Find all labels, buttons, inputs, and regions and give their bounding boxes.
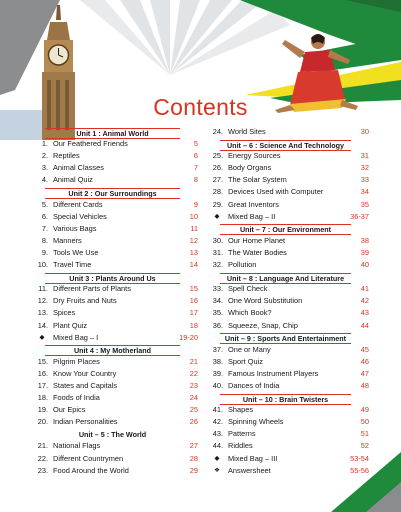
contents-entry (30, 332, 198, 344)
entry-page-number: 52 (360, 441, 369, 451)
unit-heading-box (45, 188, 180, 199)
page-title: Contents (153, 94, 248, 120)
entry-title: Plant Quiz (53, 320, 88, 330)
contents-entry (30, 223, 198, 235)
entry-page-number: 53-54 (350, 453, 369, 463)
entry-number: 32. (212, 260, 223, 270)
entry-page-number: 9 (193, 199, 198, 209)
contents-entry (30, 307, 198, 319)
contents-entry (30, 465, 198, 477)
entry-page-number: 31 (360, 151, 369, 161)
contents-entry (205, 174, 369, 186)
entry-number: 33. (212, 284, 223, 294)
entry-page-number: 6 (193, 151, 198, 161)
entry-number: 14. (37, 320, 48, 330)
unit-heading-box (220, 333, 351, 344)
contents-entry (205, 356, 369, 368)
entry-title: Reptiles (53, 151, 80, 161)
contents-entry (205, 186, 369, 198)
contents-entry (30, 162, 198, 174)
contents-entry (30, 295, 198, 307)
entry-title: Great Inventors (228, 199, 279, 209)
bullet-icon: ◆ (214, 212, 220, 220)
entry-page-number: 38 (360, 235, 369, 245)
entry-page-number: 15 (189, 284, 198, 294)
entry-title: Famous Instrument Players (228, 368, 319, 378)
unit-heading (205, 392, 369, 404)
entry-number: 42. (212, 417, 223, 427)
unit-heading-box (45, 430, 180, 439)
entry-title: Mixed Bag – II (228, 211, 276, 221)
unit-heading-label: Unit – 8 : Language And Literature (226, 273, 345, 283)
entry-number: 12. (37, 296, 48, 306)
entry-title: Shapes (228, 405, 254, 415)
entry-page-number: 47 (360, 368, 369, 378)
entry-number: 13. (37, 308, 48, 318)
unit-heading-box (220, 224, 351, 235)
entry-title: World Sites (228, 127, 266, 136)
contents-entry (30, 320, 198, 332)
entry-title: States and Capitals (53, 380, 118, 390)
bullet-icon: ❖ (214, 466, 220, 474)
entry-title: Animal Classes (53, 163, 104, 173)
contents-entry (205, 150, 369, 162)
contents-entry (205, 235, 369, 247)
contents-entry (30, 211, 198, 223)
entry-page-number: 7 (193, 163, 198, 173)
entry-title: Tools We Use (53, 247, 99, 257)
entry-title: Dry Fruits and Nuts (53, 296, 117, 306)
contents-entry (205, 247, 369, 259)
entry-title: Our Home Planet (228, 235, 286, 245)
unit-heading-label: Unit 4 : My Motherland (73, 346, 152, 356)
entry-number: 19. (37, 405, 48, 415)
unit-heading-box (45, 273, 180, 284)
contents-entry (205, 404, 369, 416)
entry-number: 10. (37, 260, 48, 270)
entry-number: 11. (38, 284, 48, 294)
contents-column-left (30, 126, 198, 477)
entry-page-number: 14 (189, 260, 198, 270)
bullet-icon: ◆ (39, 333, 45, 341)
entry-page-number: 25 (189, 405, 198, 415)
unit-heading-box (220, 140, 351, 151)
contents-entry (205, 211, 369, 223)
entry-page-number: 42 (360, 296, 369, 306)
entry-page-number: 18 (189, 320, 198, 330)
entry-page-number: 21 (189, 356, 198, 366)
contents-entry (205, 162, 369, 174)
entry-number: 37. (212, 344, 223, 354)
entry-page-number: 5 (193, 139, 198, 149)
entry-number: 30. (212, 235, 223, 245)
contents-entry (30, 283, 198, 295)
entry-title: Various Bags (53, 223, 97, 233)
entry-page-number: 50 (360, 417, 369, 427)
entry-page-number: 45 (360, 344, 369, 354)
contents-entry (30, 416, 198, 428)
contents-entry (30, 150, 198, 162)
entry-page-number: 46 (360, 356, 369, 366)
entry-number: 18. (37, 393, 48, 403)
entry-page-number: 22 (189, 368, 198, 378)
entry-title: Spices (53, 308, 76, 318)
unit-heading-label: Unit 2 : Our Surroundings (68, 188, 157, 198)
entry-title: Spell Check (228, 284, 268, 294)
entry-title: National Flags (53, 441, 101, 451)
unit-heading-label: Unit – 7 : Our Environment (239, 225, 332, 235)
entry-title: Squeeze, Snap, Chip (228, 320, 298, 330)
entry-number: 28. (212, 187, 223, 197)
entry-page-number: 43 (360, 308, 369, 318)
entry-page-number: 34 (360, 187, 369, 197)
entry-page-number: 32 (360, 163, 369, 173)
entry-page-number: 28 (189, 453, 198, 463)
contents-entry (30, 440, 198, 452)
entry-title: The Solar System (228, 175, 287, 185)
entry-number: 44. (212, 441, 223, 451)
entry-page-number: 17 (189, 308, 198, 318)
contents-entry (205, 307, 369, 319)
entry-title: Foods of India (53, 393, 100, 403)
entry-title: Food Around the World (53, 465, 129, 475)
entry-number: 23. (37, 465, 48, 475)
entry-page-number: 30 (360, 127, 369, 136)
contents-entry (205, 295, 369, 307)
unit-heading (205, 223, 369, 235)
entry-title: Spinning Wheels (228, 417, 284, 427)
entry-number: 34. (212, 296, 223, 306)
contents-entry (30, 392, 198, 404)
entry-number: 15. (37, 356, 48, 366)
entry-title: Mixed Bag – I (53, 332, 99, 342)
contents-entry (30, 199, 198, 211)
entry-number: 21. (37, 441, 48, 451)
entry-page-number: 35 (360, 199, 369, 209)
contents-entry (30, 380, 198, 392)
entry-title: Manners (53, 235, 82, 245)
contents-entry (205, 428, 369, 440)
unit-heading-box (45, 345, 180, 356)
unit-heading-label: Unit 1 : Animal World (76, 128, 149, 138)
entry-number: 41. (212, 405, 223, 415)
contents-entry (30, 453, 198, 465)
entry-page-number: 48 (360, 380, 369, 390)
contents-entry (205, 368, 369, 380)
entry-title: Patterns (228, 429, 256, 439)
contents-entry (205, 283, 369, 295)
unit-heading-box (220, 273, 351, 284)
contents-entry (30, 174, 198, 186)
entry-number: 17. (37, 380, 48, 390)
entry-title: Dances of India (228, 380, 280, 390)
entry-number: 20. (37, 417, 48, 427)
entry-number: 43. (212, 429, 223, 439)
entry-title: Which Book? (228, 308, 272, 318)
entry-title: Different Cards (53, 199, 103, 209)
entry-title: Indian Personalities (53, 417, 118, 427)
entry-title: Know Your Country (53, 368, 117, 378)
entry-page-number: 23 (189, 380, 198, 390)
unit-heading-label: Unit – 6 : Science And Technology (226, 140, 344, 150)
entry-page-number: 55-56 (350, 465, 369, 475)
unit-heading-label: Unit – 5 : The World (78, 429, 147, 439)
contents-entry (205, 344, 369, 356)
unit-heading-label: Unit – 9 : Sports And Entertainment (224, 334, 347, 344)
entry-title: Different Countrymen (53, 453, 124, 463)
entry-number: 24. (212, 127, 223, 136)
entry-page-number: 8 (193, 175, 198, 185)
entry-title: Energy Sources (228, 151, 281, 161)
unit-heading (30, 126, 198, 138)
entry-title: One or Many (228, 344, 271, 354)
entry-number: 6. (41, 211, 48, 221)
entry-title: Different Parts of Plants (53, 284, 131, 294)
entry-page-number: 51 (360, 429, 369, 439)
contents-entry (205, 416, 369, 428)
unit-heading (30, 271, 198, 283)
contents-column-right (205, 126, 369, 477)
entry-title: Answersheet (228, 465, 271, 475)
entry-page-number: 10 (189, 211, 198, 221)
contents-entry (30, 247, 198, 259)
entry-title: Animal Quiz (53, 175, 93, 185)
contents-entry (205, 320, 369, 332)
unit-heading-box (45, 128, 180, 139)
contents-entry (30, 368, 198, 380)
entry-title: The Water Bodies (228, 247, 287, 257)
entry-page-number: 36-37 (350, 211, 369, 221)
entry-page-number: 26 (189, 417, 198, 427)
entry-number: 26. (212, 163, 223, 173)
contents-entry (205, 380, 369, 392)
contents-entry (30, 259, 198, 271)
entry-number: 3. (41, 163, 48, 173)
unit-heading (30, 428, 198, 440)
contents-entry (205, 440, 369, 452)
entry-page-number: 40 (360, 260, 369, 270)
entry-number: 22. (37, 453, 48, 463)
entry-number: 36. (212, 320, 223, 330)
contents-entry (30, 404, 198, 416)
entry-number: 1. (41, 139, 48, 149)
unit-heading (30, 344, 198, 356)
entry-page-number: 41 (360, 284, 369, 294)
contents-entry (205, 259, 369, 271)
entry-page-number: 29 (189, 465, 198, 475)
entry-number: 2. (41, 151, 48, 161)
entry-number: 27. (212, 175, 223, 185)
entry-number: 38. (212, 356, 223, 366)
entry-page-number: 33 (360, 175, 369, 185)
entry-page-number: 39 (360, 247, 369, 257)
entry-number: 16. (37, 368, 48, 378)
entry-number: 9. (41, 247, 48, 257)
entry-number: 4. (41, 175, 48, 185)
entry-page-number: 13 (189, 247, 198, 257)
entry-title: Travel Time (53, 260, 92, 270)
unit-heading-label: Unit 3 : Plants Around Us (69, 273, 156, 283)
entry-number: 39. (212, 368, 223, 378)
entry-page-number: 49 (360, 405, 369, 415)
unit-heading (205, 138, 369, 150)
contents-entry (30, 356, 198, 368)
bullet-icon: ◆ (214, 454, 220, 462)
entry-number: 35. (212, 308, 223, 318)
entry-title: Devices Used with Computer (228, 187, 324, 197)
entry-number: 8. (41, 235, 48, 245)
entry-page-number: 44 (360, 320, 369, 330)
entry-title: Pollution (228, 260, 257, 270)
entry-page-number: 24 (189, 393, 198, 403)
unit-heading (30, 186, 198, 198)
entry-title: Our Feathered Friends (53, 139, 128, 149)
entry-page-number: 12 (189, 235, 198, 245)
entry-number: 7. (41, 223, 48, 233)
entry-title: Mixed Bag – III (228, 453, 278, 463)
unit-heading-label: Unit – 10 : Brain Twisters (242, 394, 329, 404)
entry-number: 5. (41, 199, 48, 209)
corner-decoration (331, 452, 401, 512)
entry-title: Special Vehicles (53, 211, 107, 221)
contents-entry (30, 138, 198, 150)
entry-page-number: 16 (189, 296, 198, 306)
entry-page-number: 11 (190, 223, 198, 233)
unit-heading-box (220, 394, 351, 405)
entry-title: Body Organs (228, 163, 272, 173)
entry-title: One Word Substitution (228, 296, 303, 306)
entry-number: 40. (212, 380, 223, 390)
unit-heading (205, 332, 369, 344)
entry-page-number: 27 (189, 441, 198, 451)
entry-title: Riddles (228, 441, 253, 451)
entry-title: Pilgrim Places (53, 356, 100, 366)
entry-number: 31. (212, 247, 223, 257)
contents-entry (205, 199, 369, 211)
entry-title: Sport Quiz (228, 356, 263, 366)
unit-heading (205, 271, 369, 283)
entry-page-number: 19-20 (179, 332, 198, 342)
contents-entry (30, 235, 198, 247)
entry-number: 29. (212, 199, 223, 209)
contents-entry (205, 126, 369, 138)
entry-title: Our Epics (53, 405, 86, 415)
entry-number: 25. (212, 151, 223, 161)
